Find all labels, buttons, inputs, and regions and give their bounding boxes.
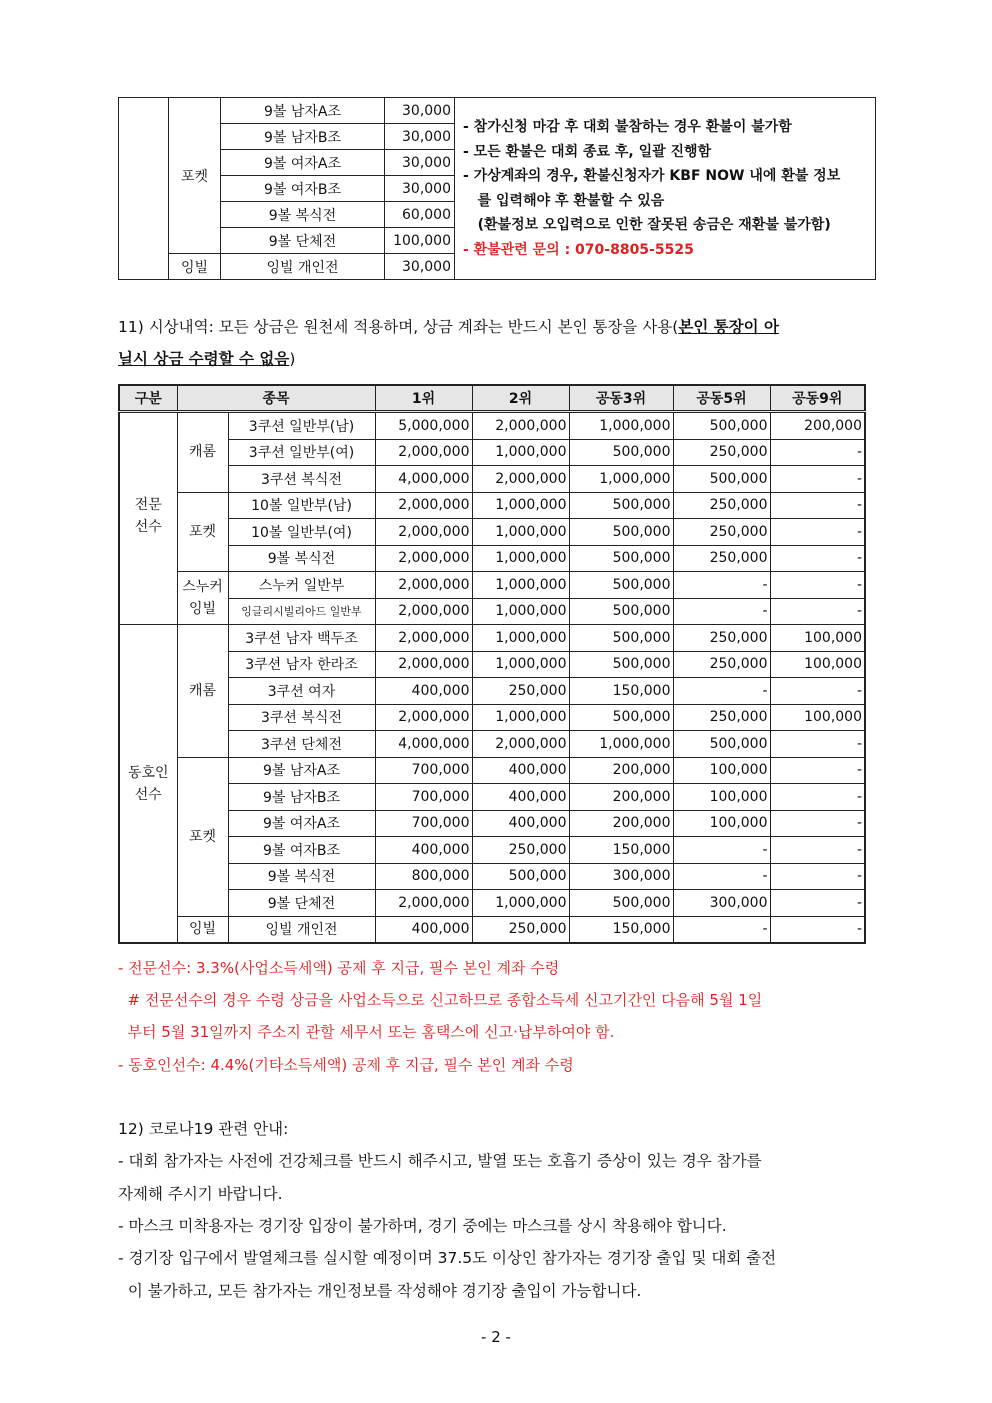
refund-fee: 60,000 (385, 202, 455, 228)
prize-amount: - (770, 890, 865, 917)
prize-event: 3쿠션 복식전 (228, 704, 375, 731)
prize-amount: 250,000 (673, 439, 770, 466)
prize-amount: 1,000,000 (472, 704, 569, 731)
refund-event: 잉빌 개인전 (221, 254, 385, 280)
prize-event: 10볼 일반부(여) (228, 519, 375, 546)
prize-amount: 200,000 (569, 757, 673, 784)
prize-row (119, 863, 865, 890)
prize-amount: - (770, 863, 865, 890)
prize-amount: 700,000 (375, 810, 472, 837)
refund-fee: 30,000 (385, 254, 455, 280)
prize-amount: 2,000,000 (375, 492, 472, 519)
tax-note: # 전문선수의 경우 수령 상금을 사업소득으로 신고하므로 종합소득세 신고기간인 다음해 5월 1일 (118, 991, 763, 1009)
prize-header-5th: 공동5위 (673, 385, 770, 412)
prize-amount: - (673, 598, 770, 625)
prize-row (119, 519, 865, 546)
prize-amount: 2,000,000 (375, 890, 472, 917)
prize-amount: 2,000,000 (375, 651, 472, 678)
refund-notice-line: - 참가신청 마감 후 대회 불참하는 경우 환불이 불가함 (463, 119, 792, 135)
prize-row (119, 890, 865, 917)
prize-amount: 800,000 (375, 863, 472, 890)
prize-amount: 4,000,000 (375, 466, 472, 493)
prize-amount: 250,000 (673, 545, 770, 572)
section-11-emphasis: 본인 통장이 아 (678, 318, 779, 336)
prize-amount: - (770, 519, 865, 546)
prize-amount: 500,000 (569, 519, 673, 546)
prize-row (119, 651, 865, 678)
prize-category-label: 포켓 (177, 492, 228, 572)
prize-event: 3쿠션 일반부(남) (228, 412, 375, 440)
refund-contact: - 환불관련 문의 : 070-8805-5525 (463, 241, 694, 258)
prize-amount: 250,000 (673, 625, 770, 652)
refund-event: 9볼 단체전 (221, 228, 385, 254)
prize-category-label: 캐롬 (177, 412, 228, 493)
prize-header-division: 구분 (119, 385, 177, 412)
prize-event: 9볼 여자B조 (228, 837, 375, 864)
prize-amount: 500,000 (673, 731, 770, 758)
prize-amount: - (770, 545, 865, 572)
prize-amount: 1,000,000 (569, 466, 673, 493)
prize-amount: - (673, 916, 770, 943)
refund-fee: 30,000 (385, 124, 455, 150)
section-11-emphasis: 닐시 상금 수령할 수 없음 (118, 350, 290, 368)
prize-event: 3쿠션 여자 (228, 678, 375, 705)
refund-notice-line: - 가상계좌의 경우, 환불신청자가 KBF NOW 내에 환불 정보 (463, 168, 841, 184)
refund-fee: 30,000 (385, 176, 455, 202)
refund-table-blank-cell (119, 98, 169, 280)
prize-amount: 2,000,000 (472, 731, 569, 758)
refund-notice (455, 98, 876, 280)
prize-amount: 2,000,000 (375, 572, 472, 599)
prize-amount: 500,000 (569, 651, 673, 678)
prize-row (119, 625, 865, 652)
prize-event: 9볼 남자A조 (228, 757, 375, 784)
page-number: - 2 - (481, 1328, 511, 1346)
prize-table (118, 384, 866, 944)
prize-row (119, 757, 865, 784)
prize-amount: 2,000,000 (375, 519, 472, 546)
prize-amount: - (770, 466, 865, 493)
prize-amount: 250,000 (673, 519, 770, 546)
prize-row (119, 439, 865, 466)
prize-amount: 400,000 (375, 916, 472, 943)
prize-amount: 250,000 (472, 916, 569, 943)
prize-amount: - (673, 678, 770, 705)
prize-amount: 500,000 (569, 572, 673, 599)
prize-amount: 700,000 (375, 784, 472, 811)
prize-amount: 500,000 (569, 492, 673, 519)
prize-amount: 2,000,000 (472, 466, 569, 493)
prize-amount: 1,000,000 (472, 492, 569, 519)
refund-event: 9볼 남자A조 (221, 98, 385, 124)
prize-table-body (119, 412, 865, 944)
section-11-line-1 (118, 311, 779, 343)
prize-amount: 100,000 (673, 757, 770, 784)
prize-amount: - (770, 810, 865, 837)
tax-note: - 전문선수: 3.3%(사업소득세액) 공제 후 지급, 필수 본인 계좌 수령 (118, 959, 560, 977)
prize-amount: 2,000,000 (375, 598, 472, 625)
refund-group-label: 포켓 (169, 98, 221, 254)
refund-group-label: 잉빌 (169, 254, 221, 280)
prize-amount: 2,000,000 (472, 412, 569, 440)
prize-division-label: 동호인 선수 (119, 625, 177, 944)
prize-amount: - (673, 837, 770, 864)
prize-event: 9볼 복식전 (228, 545, 375, 572)
prize-amount: 400,000 (375, 678, 472, 705)
refund-fee: 100,000 (385, 228, 455, 254)
section-12-line: 자제해 주시기 바랍니다. (118, 1185, 283, 1203)
prize-amount: 1,000,000 (472, 519, 569, 546)
prize-amount: 1,000,000 (472, 545, 569, 572)
prize-division-label: 전문 선수 (119, 412, 177, 625)
prize-amount: 1,000,000 (569, 731, 673, 758)
prize-header-3rd: 공동3위 (569, 385, 673, 412)
tax-note: - 동호인선수: 4.4%(기타소득세액) 공제 후 지급, 필수 본인 계좌 수령 (118, 1056, 574, 1074)
prize-event: 3쿠션 일반부(여) (228, 439, 375, 466)
prize-amount: 250,000 (673, 704, 770, 731)
prize-amount: 250,000 (673, 651, 770, 678)
prize-amount: 2,000,000 (375, 704, 472, 731)
prize-event: 3쿠션 복식전 (228, 466, 375, 493)
prize-event: 9볼 여자A조 (228, 810, 375, 837)
prize-event: 10볼 일반부(남) (228, 492, 375, 519)
prize-amount: - (770, 492, 865, 519)
refund-fee: 30,000 (385, 98, 455, 124)
prize-header-9th: 공동9위 (770, 385, 865, 412)
prize-amount: 150,000 (569, 678, 673, 705)
prize-row (119, 916, 865, 943)
prize-event: 3쿠션 단체전 (228, 731, 375, 758)
prize-row (119, 784, 865, 811)
section-12-line: - 경기장 입구에서 발열체크를 실시할 예정이며 37.5도 이상인 참가자는 경기장 출입 및 대회 출전 (118, 1249, 777, 1267)
prize-amount: 2,000,000 (375, 439, 472, 466)
section-11-text: 11) 시상내역: 모든 상금은 원천세 적용하며, 상금 계좌는 반드시 본인 통장을 사용( (118, 318, 679, 336)
prize-amount: - (770, 598, 865, 625)
prize-row (119, 837, 865, 864)
prize-amount: 4,000,000 (375, 731, 472, 758)
prize-amount: 200,000 (770, 412, 865, 440)
section-12-line: 이 불가하고, 모든 참가자는 개인정보를 작성해야 경기장 출입이 가능합니다. (118, 1282, 642, 1300)
prize-event: 잉빌 개인전 (228, 916, 375, 943)
refund-table (118, 97, 876, 280)
prize-amount: 500,000 (569, 439, 673, 466)
prize-row (119, 572, 865, 599)
prize-amount: 150,000 (569, 837, 673, 864)
prize-amount: 250,000 (472, 678, 569, 705)
prize-amount: 400,000 (375, 837, 472, 864)
section-11-line-2 (118, 343, 295, 375)
prize-amount: - (770, 572, 865, 599)
prize-amount: 500,000 (673, 412, 770, 440)
prize-amount: - (770, 439, 865, 466)
prize-row (119, 731, 865, 758)
prize-amount: 1,000,000 (472, 572, 569, 599)
prize-row (119, 466, 865, 493)
prize-amount: 500,000 (673, 466, 770, 493)
prize-amount: 400,000 (472, 757, 569, 784)
prize-amount: - (673, 863, 770, 890)
refund-event: 9볼 여자A조 (221, 150, 385, 176)
prize-amount: 500,000 (472, 863, 569, 890)
prize-category-label: 캐롬 (177, 625, 228, 758)
prize-amount: - (770, 916, 865, 943)
prize-amount: - (770, 837, 865, 864)
prize-amount: 500,000 (569, 704, 673, 731)
prize-amount: 400,000 (472, 784, 569, 811)
refund-notice-line: (환불정보 오입력으로 인한 잘못된 송금은 재환불 불가함) (463, 217, 831, 233)
prize-row (119, 412, 865, 440)
prize-amount: 250,000 (472, 837, 569, 864)
refund-notice-line: - 모든 환불은 대회 종료 후, 일괄 진행함 (463, 143, 712, 160)
prize-amount: 300,000 (673, 890, 770, 917)
prize-amount: - (673, 572, 770, 599)
prize-amount: - (770, 757, 865, 784)
prize-amount: 1,000,000 (569, 412, 673, 440)
prize-event: 3쿠션 남자 한라조 (228, 651, 375, 678)
prize-amount: 500,000 (569, 545, 673, 572)
prize-amount: 2,000,000 (375, 545, 472, 572)
prize-amount: - (770, 731, 865, 758)
prize-event: 9볼 복식전 (228, 863, 375, 890)
section-12-line: - 마스크 미착용자는 경기장 입장이 불가하며, 경기 중에는 마스크를 상시 착용해야 합니다. (118, 1217, 727, 1235)
prize-amount: 1,000,000 (472, 598, 569, 625)
prize-amount: 1,000,000 (472, 651, 569, 678)
prize-amount: 2,000,000 (375, 625, 472, 652)
prize-row (119, 704, 865, 731)
prize-amount: 1,000,000 (472, 890, 569, 917)
prize-amount: 500,000 (569, 625, 673, 652)
prize-amount: 400,000 (472, 810, 569, 837)
prize-amount: - (770, 784, 865, 811)
prize-category-label: 잉빌 (177, 916, 228, 943)
prize-event: 3쿠션 남자 백두조 (228, 625, 375, 652)
section-12-title: 12) 코로나19 관련 안내: (118, 1120, 289, 1138)
refund-event: 9볼 여자B조 (221, 176, 385, 202)
section-11-text: ) (289, 350, 296, 368)
prize-event: 스누커 일반부 (228, 572, 375, 599)
tax-note: 부터 5월 31일까지 주소지 관할 세무서 또는 홈택스에 신고·납부하여야 함. (118, 1023, 615, 1041)
prize-amount: 250,000 (673, 492, 770, 519)
prize-amount: 200,000 (569, 810, 673, 837)
prize-amount: 100,000 (770, 625, 865, 652)
prize-header-event: 종목 (177, 385, 375, 412)
prize-amount: - (770, 678, 865, 705)
refund-event: 9볼 남자B조 (221, 124, 385, 150)
refund-event: 9볼 복식전 (221, 202, 385, 228)
prize-event: 9볼 단체전 (228, 890, 375, 917)
refund-notice-line: 를 입력해야 후 환불할 수 있음 (463, 192, 665, 209)
prize-row (119, 545, 865, 572)
refund-fee: 30,000 (385, 150, 455, 176)
prize-amount: 100,000 (770, 704, 865, 731)
prize-amount: 5,000,000 (375, 412, 472, 440)
prize-category-label: 포켓 (177, 757, 228, 916)
prize-event: 잉글리시빌리아드 일반부 (228, 598, 375, 625)
prize-amount: 150,000 (569, 916, 673, 943)
prize-amount: 300,000 (569, 863, 673, 890)
prize-amount: 500,000 (569, 890, 673, 917)
prize-amount: 100,000 (673, 810, 770, 837)
prize-amount: 100,000 (770, 651, 865, 678)
prize-amount: 700,000 (375, 757, 472, 784)
prize-header-2nd: 2위 (472, 385, 569, 412)
prize-amount: 200,000 (569, 784, 673, 811)
prize-amount: 1,000,000 (472, 625, 569, 652)
prize-row (119, 678, 865, 705)
prize-category-label: 스누커 잉빌 (177, 572, 228, 625)
prize-event: 9볼 남자B조 (228, 784, 375, 811)
prize-row (119, 492, 865, 519)
prize-amount: 1,000,000 (472, 439, 569, 466)
prize-row (119, 810, 865, 837)
prize-amount: 500,000 (569, 598, 673, 625)
section-12-line: - 대회 참가자는 사전에 건강체크를 반드시 해주시고, 발열 또는 호흡기 증상이 있는 경우 참가를 (118, 1152, 762, 1170)
prize-header-1st: 1위 (375, 385, 472, 412)
prize-amount: 100,000 (673, 784, 770, 811)
prize-row (119, 598, 865, 625)
